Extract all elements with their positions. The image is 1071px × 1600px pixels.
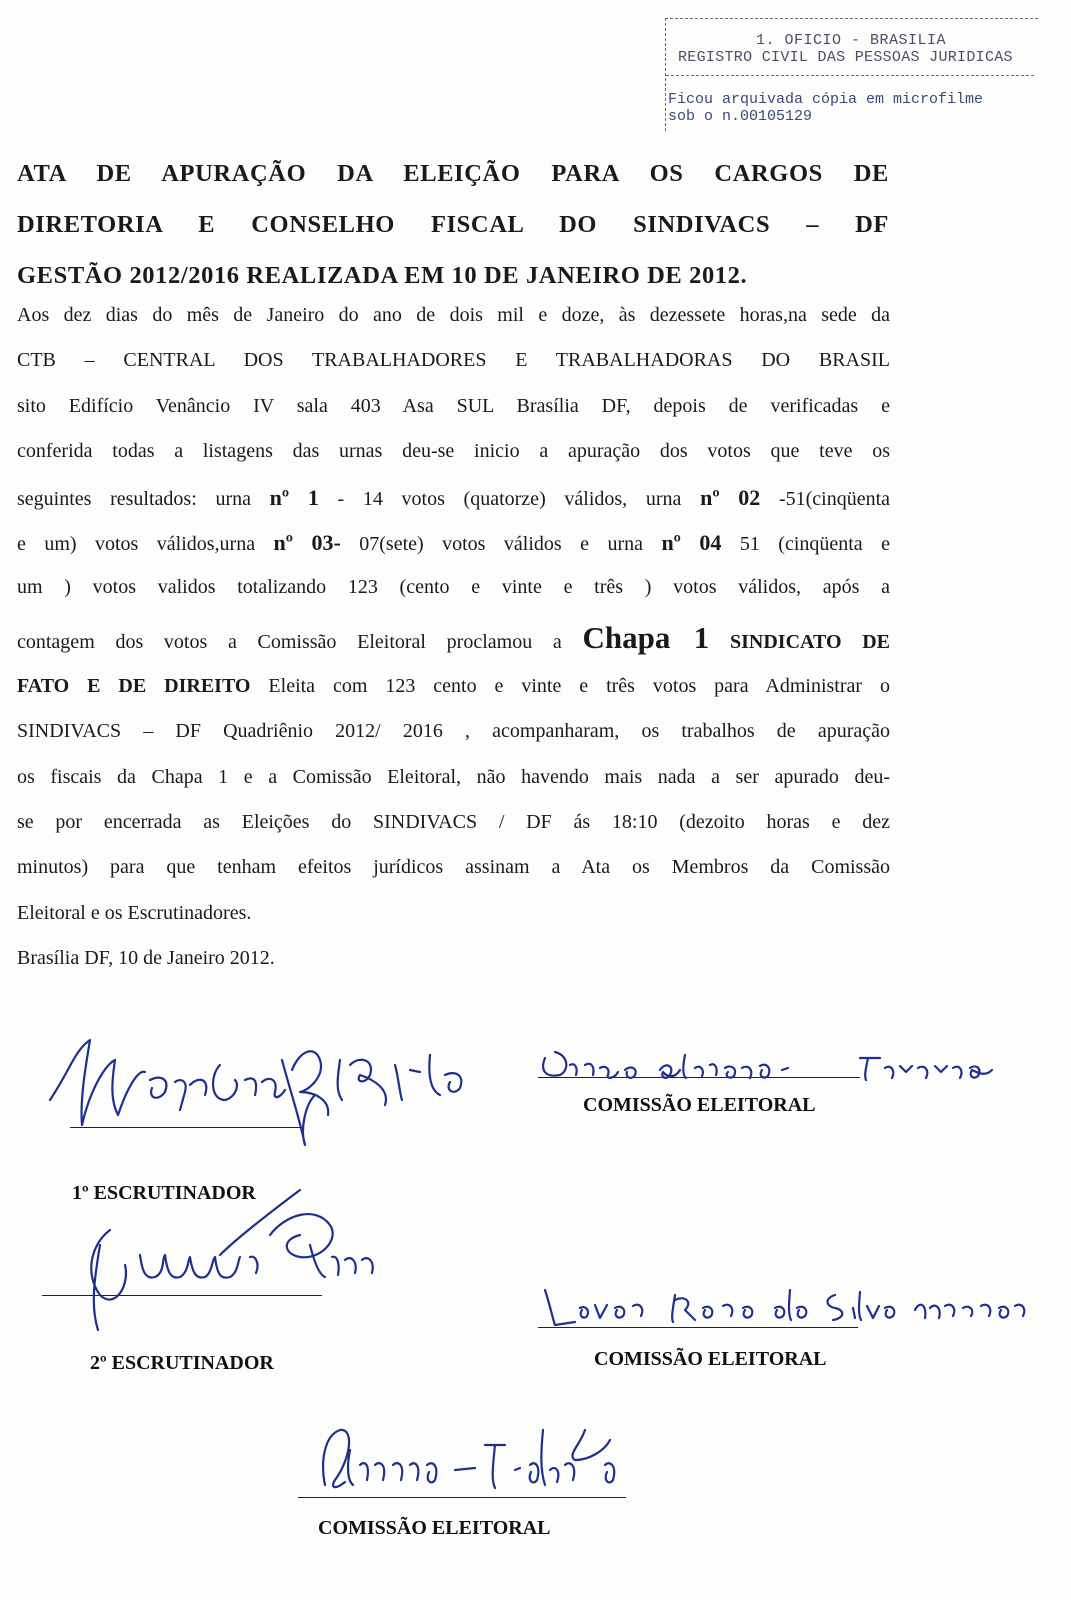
role-comissao-1: COMISSÃO ELEITORAL <box>583 1094 816 1116</box>
minutes-body <box>17 293 890 981</box>
role-escrutinador-1: 1º ESCRUTINADOR <box>72 1182 256 1204</box>
urn-number-label: nº <box>273 529 294 555</box>
urn-number-label: nº <box>269 484 290 510</box>
body-text: - 14 votos (quatorze) válidos, urna <box>318 487 701 510</box>
registry-stamp <box>665 18 1038 131</box>
body-line: Aos dez dias do mês de Janeiro do ano de dois mil e doze, às dezessete horas,na sede da <box>17 304 890 326</box>
body-text: contagem dos votos a Comissão Eleitoral proclamou a <box>17 630 583 653</box>
body-text: -51(cinqüenta <box>760 487 891 510</box>
role-comissao-2: COMISSÃO ELEITORAL <box>594 1348 827 1370</box>
union-name: SINDICATO DE <box>709 630 891 653</box>
body-line-results-2 <box>17 520 890 565</box>
place-date: Brasília DF, 10 de Janeiro 2012. <box>17 947 275 970</box>
body-line: minutos) para que tenham efeitos jurídicos assinam a Ata os Membros da Comissão <box>17 856 890 879</box>
body-line: conferida todas a listagens das urnas deu-se inicio a apuração dos votos que teve os <box>17 440 890 463</box>
body-text: seguintes resultados: urna <box>17 487 270 510</box>
title-line-2: DIRETORIA E CONSELHO FISCAL DO SINDIVACS – DF <box>17 211 889 238</box>
body-line-results-1 <box>17 475 890 520</box>
urn-number: 03- <box>311 529 341 555</box>
body-line: SINDIVACS – DF Quadriênio 2012/ 2016 , acompanharam, os trabalhos de apuração <box>17 720 890 743</box>
signature-comissao-3 <box>305 1410 645 1500</box>
body-line: um ) votos validos totalizando 123 (cento e vinte e três ) votos válidos, após a <box>17 576 890 599</box>
stamp-line-3: Ficou arquivada cópia em microfilme <box>668 91 984 108</box>
body-text: 51 (cinqüenta e <box>721 532 891 555</box>
signature-comissao-1 <box>530 1040 1050 1090</box>
body-line-elected <box>17 664 890 709</box>
urn-number: 04 <box>699 529 722 555</box>
union-name-cont: FATO E DE DIREITO <box>17 674 251 697</box>
body-text: e um) votos válidos,urna <box>17 532 274 555</box>
body-line: CTB – CENTRAL DOS TRABALHADORES E TRABALHADORAS DO BRASIL <box>17 349 890 372</box>
document-title <box>17 148 889 301</box>
urn-number-label: nº <box>661 529 681 555</box>
title-line-3: GESTÃO 2012/2016 REALIZADA EM 10 DE JANEIRO DE 2012. <box>17 262 748 289</box>
body-text: 07(sete) votos válidos e urna <box>340 532 662 555</box>
stamp-divider <box>666 75 1034 76</box>
role-escrutinador-2: 2º ESCRUTINADOR <box>90 1352 274 1374</box>
chapa-label: Chapa 1 <box>582 619 710 655</box>
signature-escrutinador-1 <box>30 1020 500 1150</box>
stamp-line-1: 1. OFICIO - BRASILIA <box>756 32 947 49</box>
urn-number: 1 <box>307 484 319 510</box>
title-line-1: ATA DE APURAÇÃO DA ELEIÇÃO PARA OS CARGOS DE <box>17 160 889 187</box>
urn-number: 02 <box>738 484 761 510</box>
body-line-proclamation <box>17 611 890 664</box>
stamp-line-2: REGISTRO CIVIL DAS PESSOAS JURIDICAS <box>678 49 1013 66</box>
body-line: os fiscais da Chapa 1 e a Comissão Eleitoral, não havendo mais nada a ser apurado deu- <box>17 765 890 788</box>
body-text: Eleita com 123 cento e vinte e três votos para Administrar o <box>250 674 890 697</box>
stamp-line-4: sob o n.00105129 <box>668 108 813 125</box>
urn-number-label: nº <box>700 484 720 510</box>
body-line: sito Edifício Venâncio IV sala 403 Asa SUL Brasília DF, depois de verificadas e <box>17 394 890 417</box>
signature-escrutinador-2 <box>70 1185 390 1345</box>
role-comissao-3: COMISSÃO ELEITORAL <box>318 1517 551 1539</box>
signature-comissao-2 <box>535 1280 1055 1330</box>
body-line: se por encerrada as Eleições do SINDIVACS / DF ás 18:10 (dezoito horas e dez <box>17 810 890 833</box>
body-line: Eleitoral e os Escrutinadores. <box>17 901 252 924</box>
